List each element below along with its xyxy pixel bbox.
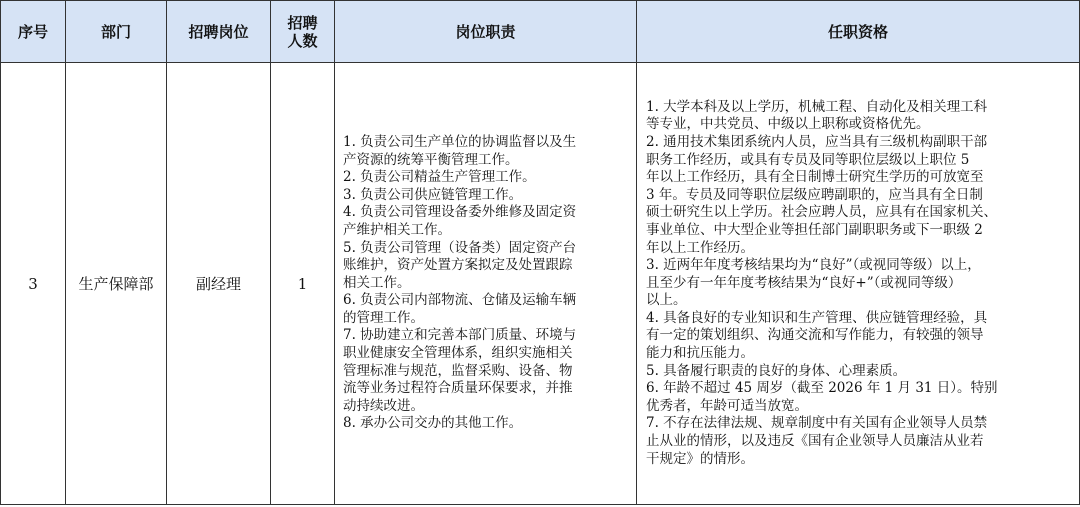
row-count: 1: [271, 63, 335, 505]
qualifications-line: 年以上工作经历，具有全日制博士研究生学历的可放宽至: [646, 169, 984, 186]
table-row: [1, 63, 1080, 505]
duties-line: 7. 协助建立和完善本部门质量、环境与: [343, 327, 577, 344]
qualifications-line: 4. 具备良好的专业知识和生产管理、供应链管理经验，具: [646, 309, 988, 326]
qualifications-line: 能力和抗压能力。: [646, 345, 754, 362]
qualifications-line: 3 年。专员及同等职位层级应聘副职的，应当具有全日制: [646, 186, 983, 203]
duties-line: 流等业务过程符合质量环保要求，并推: [343, 380, 573, 397]
qualifications-line: 7. 不存在法律法规、规章制度中有关国有企业领导人员禁: [646, 415, 988, 432]
duties-line: 8. 承办公司交办的其他工作。: [343, 415, 523, 432]
qualifications-line: 等专业，中共党员、中级以上职称或资格优先。: [646, 116, 930, 133]
duties-line: 产资源的统筹平衡管理工作。: [343, 151, 519, 168]
duties-line: 产维护相关工作。: [343, 221, 451, 238]
row-index: 3: [1, 63, 66, 505]
header-index: 序号: [1, 1, 66, 63]
header-qualifications: 任职资格: [637, 1, 1080, 63]
qualifications-line: 干规定》的情形。: [646, 450, 754, 467]
duties-line: 相关工作。: [343, 274, 411, 291]
header-count: [271, 1, 335, 63]
duties-line: 1. 负责公司生产单位的协调监督以及生: [343, 133, 577, 150]
header-department: 部门: [66, 1, 167, 63]
qualifications-line: 年以上工作经历。: [646, 239, 754, 256]
qualifications-line: 优秀者，年龄可适当放宽。: [646, 397, 808, 414]
qualifications-line: 2. 通用技术集团系统内人员，应当具有三级机构副职干部: [646, 133, 988, 150]
row-department: 生产保障部: [66, 63, 167, 505]
duties-line: 账维护，资产处置方案拟定及处置跟踪: [343, 257, 573, 274]
duties-line: 的管理工作。: [343, 309, 424, 326]
qualifications-line: 职务工作经历，或具有专员及同等职位层级以上职位 5: [646, 151, 970, 168]
duties-line: 动持续改进。: [343, 397, 424, 414]
qualifications-line: 以上。: [646, 292, 687, 309]
duties-line: 5. 负责公司管理（设备类）固定资产台: [343, 239, 577, 256]
row-position: 副经理: [167, 63, 271, 505]
duties-line: 4. 负责公司管理设备委外维修及固定资: [343, 204, 577, 221]
qualifications-line: 3. 近两年年度考核结果均为“良好”（或视同等级）以上，: [646, 257, 981, 274]
header-row: [1, 1, 1080, 63]
duties-line: 职业健康安全管理体系，组织实施相关: [343, 345, 573, 362]
qualifications-line: 有一定的策划组织、沟通交流和写作能力，有较强的领导: [646, 327, 984, 344]
qualifications-line: 1. 大学本科及以上学历，机械工程、自动化及相关理工科: [646, 98, 988, 115]
header-duties: 岗位职责: [335, 1, 637, 63]
duties-line: 管理标准与规范，监督采购、设备、物: [343, 362, 573, 379]
row-qualifications: [637, 63, 1080, 505]
row-duties: [335, 63, 637, 505]
duties-line: 2. 负责公司精益生产管理工作。: [343, 169, 536, 186]
qualifications-line: 5. 具备履行职责的良好的身体、心理素质。: [646, 362, 907, 379]
duties-line: 6. 负责公司内部物流、仓储及运输车辆: [343, 292, 577, 309]
header-count-label: 招聘人数: [287, 13, 318, 50]
qualifications-line: 6. 年龄不超过 45 周岁（截至 2026 年 1 月 31 日）。特别: [646, 380, 998, 397]
duties-line: 3. 负责公司供应链管理工作。: [343, 186, 523, 203]
qualifications-line: 止从业的情形，以及违反《国有企业领导人员廉洁从业若: [646, 433, 984, 450]
qualifications-line: 事业单位、中大型企业等担任部门副职职务或下一职级 2: [646, 221, 983, 238]
qualifications-line: 且至少有一年年度考核结果为“良好+”（或视同等级）: [646, 274, 962, 291]
header-position: 招聘岗位: [167, 1, 271, 63]
qualifications-line: 硕士研究生以上学历。社会应聘人员，应具有在国家机关、: [646, 204, 997, 221]
